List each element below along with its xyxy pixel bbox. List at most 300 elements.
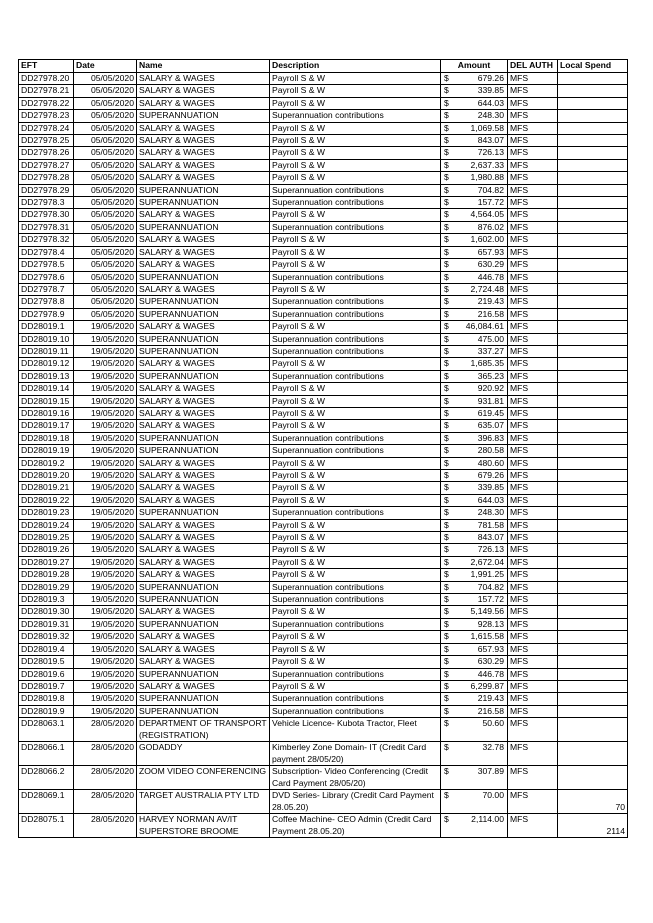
cell-date: 19/05/2020 <box>74 519 137 531</box>
cell-date: 19/05/2020 <box>74 345 137 357</box>
amount-value: 635.07 <box>477 420 504 431</box>
cell-local-spend <box>558 532 628 544</box>
cell-eft: DD27978.28 <box>19 172 74 184</box>
cell-del-auth: MFS <box>508 321 558 333</box>
amount-value: 307.89 <box>477 766 504 777</box>
cell-date: 05/05/2020 <box>74 308 137 320</box>
amount-value: 704.82 <box>477 581 504 592</box>
cell-amount <box>441 159 508 171</box>
amount-value: 644.03 <box>477 97 504 108</box>
cell-amount <box>441 234 508 246</box>
cell-del-auth: MFS <box>508 556 558 568</box>
cell-name: SALARY & WAGES <box>137 680 270 692</box>
cell-name: SALARY & WAGES <box>137 532 270 544</box>
cell-date: 19/05/2020 <box>74 705 137 717</box>
currency-symbol: $ <box>444 569 449 580</box>
cell-name: SUPERANNUATION <box>137 345 270 357</box>
cell-description: Payroll S & W <box>270 159 441 171</box>
cell-local-spend <box>558 718 628 742</box>
cell-local-spend <box>558 184 628 196</box>
cell-description: Payroll S & W <box>270 519 441 531</box>
cell-eft: DD28019.13 <box>19 370 74 382</box>
cell-del-auth: MFS <box>508 333 558 345</box>
cell-del-auth: MFS <box>508 581 558 593</box>
amount-value: 843.07 <box>477 135 504 146</box>
currency-symbol: $ <box>444 519 449 530</box>
cell-name: SALARY & WAGES <box>137 73 270 85</box>
cell-date: 28/05/2020 <box>74 766 137 790</box>
cell-eft: DD28019.30 <box>19 606 74 618</box>
header-description: Description <box>270 60 441 73</box>
cell-amount <box>441 259 508 271</box>
cell-amount <box>441 790 508 814</box>
cell-date: 19/05/2020 <box>74 532 137 544</box>
cell-name: SALARY & WAGES <box>137 159 270 171</box>
cell-description: Payroll S & W <box>270 147 441 159</box>
cell-name: SUPERANNUATION <box>137 221 270 233</box>
table-row <box>19 209 628 221</box>
cell-date: 05/05/2020 <box>74 159 137 171</box>
cell-amount <box>441 197 508 209</box>
table-row <box>19 420 628 432</box>
cell-eft: DD28019.2 <box>19 457 74 469</box>
currency-symbol: $ <box>444 407 449 418</box>
cell-description: Payroll S & W <box>270 73 441 85</box>
currency-symbol: $ <box>444 680 449 691</box>
cell-eft: DD28019.20 <box>19 470 74 482</box>
cell-local-spend <box>558 172 628 184</box>
amount-value: 365.23 <box>477 370 504 381</box>
cell-description: Payroll S & W <box>270 643 441 655</box>
cell-description: Superannuation contributions <box>270 271 441 283</box>
cell-amount <box>441 135 508 147</box>
cell-local-spend <box>558 507 628 519</box>
cell-del-auth: MFS <box>508 790 558 814</box>
cell-amount <box>441 445 508 457</box>
cell-amount <box>441 594 508 606</box>
cell-amount <box>441 457 508 469</box>
currency-symbol: $ <box>444 73 449 83</box>
cell-name: SALARY & WAGES <box>137 172 270 184</box>
currency-symbol: $ <box>444 147 449 158</box>
cell-description: Payroll S & W <box>270 532 441 544</box>
cell-del-auth: MFS <box>508 457 558 469</box>
cell-local-spend <box>558 643 628 655</box>
currency-symbol: $ <box>444 790 449 801</box>
cell-date: 19/05/2020 <box>74 618 137 630</box>
table-row <box>19 370 628 382</box>
amount-value: 1,615.58 <box>470 631 504 642</box>
cell-date: 19/05/2020 <box>74 556 137 568</box>
table-row <box>19 197 628 209</box>
table-row <box>19 705 628 717</box>
cell-del-auth: MFS <box>508 631 558 643</box>
cell-amount <box>441 333 508 345</box>
cell-description: Payroll S & W <box>270 85 441 97</box>
cell-name: SUPERANNUATION <box>137 370 270 382</box>
amount-value: 657.93 <box>477 246 504 257</box>
payments-table-wrapper <box>18 59 627 838</box>
table-row <box>19 556 628 568</box>
cell-eft: DD28019.21 <box>19 482 74 494</box>
cell-amount <box>441 705 508 717</box>
cell-eft: DD28019.16 <box>19 407 74 419</box>
cell-del-auth: MFS <box>508 544 558 556</box>
amount-value: 339.85 <box>477 85 504 96</box>
cell-local-spend <box>558 221 628 233</box>
amount-value: 280.58 <box>477 445 504 456</box>
cell-description: Payroll S & W <box>270 494 441 506</box>
cell-amount <box>441 147 508 159</box>
currency-symbol: $ <box>444 159 449 170</box>
cell-del-auth: MFS <box>508 814 558 838</box>
cell-del-auth: MFS <box>508 383 558 395</box>
table-row <box>19 184 628 196</box>
amount-value: 216.58 <box>477 308 504 319</box>
cell-description: Superannuation contributions <box>270 197 441 209</box>
cell-amount <box>441 532 508 544</box>
cell-del-auth: MFS <box>508 766 558 790</box>
cell-description: Payroll S & W <box>270 631 441 643</box>
cell-eft: DD28019.10 <box>19 333 74 345</box>
table-row <box>19 395 628 407</box>
cell-eft: DD28019.4 <box>19 643 74 655</box>
cell-name: SALARY & WAGES <box>137 147 270 159</box>
cell-local-spend <box>558 470 628 482</box>
cell-local-spend <box>558 358 628 370</box>
cell-description: Payroll S & W <box>270 172 441 184</box>
currency-symbol: $ <box>444 693 449 704</box>
cell-del-auth: MFS <box>508 470 558 482</box>
cell-eft: DD28019.7 <box>19 680 74 692</box>
amount-value: 1,991.25 <box>470 569 504 580</box>
cell-local-spend <box>558 631 628 643</box>
table-row <box>19 333 628 345</box>
currency-symbol: $ <box>444 246 449 257</box>
currency-symbol: $ <box>444 656 449 667</box>
amount-value: 1,069.58 <box>470 122 504 133</box>
cell-eft: DD28019.3 <box>19 594 74 606</box>
cell-name: SUPERANNUATION <box>137 705 270 717</box>
currency-symbol: $ <box>444 271 449 282</box>
cell-date: 05/05/2020 <box>74 184 137 196</box>
cell-eft: DD27978.4 <box>19 246 74 258</box>
cell-description: Superannuation contributions <box>270 618 441 630</box>
cell-local-spend <box>558 680 628 692</box>
cell-name: SALARY & WAGES <box>137 234 270 246</box>
currency-symbol: $ <box>444 97 449 108</box>
cell-date: 28/05/2020 <box>74 814 137 838</box>
table-body <box>19 73 628 838</box>
cell-description: DVD Series- Library (Credit Card Payment 28.05.20) <box>270 790 441 814</box>
currency-symbol: $ <box>444 618 449 629</box>
cell-amount <box>441 122 508 134</box>
cell-local-spend <box>558 581 628 593</box>
currency-symbol: $ <box>444 814 449 825</box>
amount-value: 630.29 <box>477 259 504 270</box>
cell-date: 05/05/2020 <box>74 73 137 85</box>
cell-amount <box>441 718 508 742</box>
cell-eft: DD27978.31 <box>19 221 74 233</box>
cell-local-spend <box>558 73 628 85</box>
table-row <box>19 742 628 766</box>
cell-eft: DD28019.15 <box>19 395 74 407</box>
header-local-spend: Local Spend <box>558 60 628 73</box>
cell-eft: DD27978.5 <box>19 259 74 271</box>
cell-eft: DD28069.1 <box>19 790 74 814</box>
currency-symbol: $ <box>444 556 449 567</box>
table-row <box>19 122 628 134</box>
cell-eft: DD27978.25 <box>19 135 74 147</box>
cell-local-spend <box>558 544 628 556</box>
amount-value: 781.58 <box>477 519 504 530</box>
cell-eft: DD27978.22 <box>19 97 74 109</box>
cell-eft: DD27978.3 <box>19 197 74 209</box>
payments-table <box>18 59 628 838</box>
table-row <box>19 73 628 85</box>
cell-amount <box>441 85 508 97</box>
cell-eft: DD27978.6 <box>19 271 74 283</box>
cell-del-auth: MFS <box>508 345 558 357</box>
currency-symbol: $ <box>444 209 449 220</box>
cell-description: Payroll S & W <box>270 234 441 246</box>
cell-amount <box>441 283 508 295</box>
currency-symbol: $ <box>444 606 449 617</box>
currency-symbol: $ <box>444 432 449 443</box>
amount-value: 157.72 <box>477 594 504 605</box>
cell-local-spend <box>558 594 628 606</box>
cell-name: SALARY & WAGES <box>137 494 270 506</box>
cell-local-spend <box>558 766 628 790</box>
cell-eft: DD28019.8 <box>19 693 74 705</box>
cell-name: SUPERANNUATION <box>137 296 270 308</box>
cell-amount <box>441 643 508 655</box>
currency-symbol: $ <box>444 197 449 208</box>
cell-del-auth: MFS <box>508 234 558 246</box>
cell-local-spend <box>558 283 628 295</box>
cell-description: Payroll S & W <box>270 395 441 407</box>
cell-local-spend <box>558 618 628 630</box>
cell-date: 05/05/2020 <box>74 246 137 258</box>
cell-date: 19/05/2020 <box>74 445 137 457</box>
cell-del-auth: MFS <box>508 407 558 419</box>
cell-eft: DD27978.9 <box>19 308 74 320</box>
cell-date: 19/05/2020 <box>74 494 137 506</box>
amount-value: 70.00 <box>482 790 504 801</box>
cell-date: 28/05/2020 <box>74 790 137 814</box>
currency-symbol: $ <box>444 259 449 270</box>
cell-eft: DD28019.9 <box>19 705 74 717</box>
cell-eft: DD28019.24 <box>19 519 74 531</box>
cell-eft: DD28019.29 <box>19 581 74 593</box>
cell-local-spend <box>558 122 628 134</box>
table-row <box>19 606 628 618</box>
cell-local-spend <box>558 519 628 531</box>
cell-date: 05/05/2020 <box>74 209 137 221</box>
cell-description: Superannuation contributions <box>270 184 441 196</box>
cell-description: Payroll S & W <box>270 246 441 258</box>
cell-del-auth: MFS <box>508 358 558 370</box>
table-row <box>19 693 628 705</box>
cell-description: Kimberley Zone Domain- IT (Credit Card payment 28/05/20) <box>270 742 441 766</box>
cell-del-auth: MFS <box>508 680 558 692</box>
cell-date: 19/05/2020 <box>74 470 137 482</box>
cell-description: Payroll S & W <box>270 383 441 395</box>
cell-del-auth: MFS <box>508 308 558 320</box>
cell-description: Payroll S & W <box>270 482 441 494</box>
cell-name: ZOOM VIDEO CONFERENCING <box>137 766 270 790</box>
currency-symbol: $ <box>444 358 449 369</box>
table-row <box>19 85 628 97</box>
table-row <box>19 259 628 271</box>
amount-value: 726.13 <box>477 147 504 158</box>
cell-name: SUPERANNUATION <box>137 110 270 122</box>
cell-date: 19/05/2020 <box>74 631 137 643</box>
cell-eft: DD27978.30 <box>19 209 74 221</box>
cell-amount <box>441 97 508 109</box>
cell-del-auth: MFS <box>508 718 558 742</box>
cell-date: 05/05/2020 <box>74 122 137 134</box>
cell-name: SUPERANNUATION <box>137 308 270 320</box>
cell-local-spend <box>558 407 628 419</box>
cell-name: SALARY & WAGES <box>137 606 270 618</box>
cell-description: Superannuation contributions <box>270 705 441 717</box>
table-row <box>19 532 628 544</box>
cell-amount <box>441 569 508 581</box>
cell-local-spend <box>558 668 628 680</box>
cell-local-spend <box>558 445 628 457</box>
amount-value: 475.00 <box>477 333 504 344</box>
cell-description: Vehicle Licence- Kubota Tractor, Fleet <box>270 718 441 742</box>
currency-symbol: $ <box>444 581 449 592</box>
table-row <box>19 668 628 680</box>
cell-del-auth: MFS <box>508 705 558 717</box>
cell-name: DEPARTMENT OF TRANSPORT (REGISTRATION) <box>137 718 270 742</box>
table-row <box>19 544 628 556</box>
cell-description: Payroll S & W <box>270 283 441 295</box>
cell-del-auth: MFS <box>508 643 558 655</box>
cell-del-auth: MFS <box>508 73 558 85</box>
amount-value: 928.13 <box>477 618 504 629</box>
table-row <box>19 358 628 370</box>
cell-del-auth: MFS <box>508 172 558 184</box>
cell-eft: DD28019.19 <box>19 445 74 457</box>
cell-local-spend <box>558 259 628 271</box>
table-row <box>19 172 628 184</box>
cell-amount <box>441 581 508 593</box>
cell-name: SUPERANNUATION <box>137 271 270 283</box>
cell-del-auth: MFS <box>508 271 558 283</box>
cell-eft: DD27978.24 <box>19 122 74 134</box>
cell-description: Superannuation contributions <box>270 581 441 593</box>
table-row <box>19 407 628 419</box>
cell-date: 19/05/2020 <box>74 507 137 519</box>
table-row <box>19 271 628 283</box>
cell-amount <box>441 420 508 432</box>
cell-del-auth: MFS <box>508 110 558 122</box>
cell-date: 05/05/2020 <box>74 283 137 295</box>
cell-name: SALARY & WAGES <box>137 358 270 370</box>
cell-name: HARVEY NORMAN AV/IT SUPERSTORE BROOME <box>137 814 270 838</box>
cell-amount <box>441 482 508 494</box>
table-row <box>19 680 628 692</box>
cell-date: 19/05/2020 <box>74 321 137 333</box>
cell-del-auth: MFS <box>508 147 558 159</box>
currency-symbol: $ <box>444 445 449 456</box>
cell-description: Superannuation contributions <box>270 333 441 345</box>
amount-value: 219.43 <box>477 693 504 704</box>
amount-value: 2,637.33 <box>470 159 504 170</box>
cell-name: SUPERANNUATION <box>137 618 270 630</box>
cell-local-spend <box>558 494 628 506</box>
cell-name: SALARY & WAGES <box>137 656 270 668</box>
cell-local-spend <box>558 705 628 717</box>
cell-name: SALARY & WAGES <box>137 259 270 271</box>
cell-name: SALARY & WAGES <box>137 383 270 395</box>
header-row <box>19 60 628 73</box>
currency-symbol: $ <box>444 395 449 406</box>
cell-local-spend <box>558 321 628 333</box>
cell-amount <box>441 370 508 382</box>
cell-name: TARGET AUSTRALIA PTY LTD <box>137 790 270 814</box>
table-row <box>19 656 628 668</box>
cell-description: Payroll S & W <box>270 97 441 109</box>
table-row <box>19 494 628 506</box>
cell-eft: DD28019.28 <box>19 569 74 581</box>
cell-description: Payroll S & W <box>270 656 441 668</box>
currency-symbol: $ <box>444 234 449 245</box>
cell-name: SALARY & WAGES <box>137 569 270 581</box>
cell-description: Payroll S & W <box>270 259 441 271</box>
cell-date: 05/05/2020 <box>74 135 137 147</box>
cell-date: 19/05/2020 <box>74 395 137 407</box>
cell-name: SALARY & WAGES <box>137 246 270 258</box>
cell-eft: DD27978.32 <box>19 234 74 246</box>
table-row <box>19 308 628 320</box>
cell-description: Subscription- Video Conferencing (Credit Card Payment 28/05/20) <box>270 766 441 790</box>
cell-amount <box>441 656 508 668</box>
amount-value: 219.43 <box>477 296 504 307</box>
currency-symbol: $ <box>444 172 449 183</box>
cell-name: SUPERANNUATION <box>137 594 270 606</box>
cell-del-auth: MFS <box>508 532 558 544</box>
table-row <box>19 321 628 333</box>
currency-symbol: $ <box>444 532 449 543</box>
cell-local-spend <box>558 234 628 246</box>
cell-eft: DD28066.1 <box>19 742 74 766</box>
amount-value: 248.30 <box>477 110 504 121</box>
cell-eft: DD28019.1 <box>19 321 74 333</box>
cell-del-auth: MFS <box>508 259 558 271</box>
table-row <box>19 631 628 643</box>
table-row <box>19 618 628 630</box>
cell-amount <box>441 544 508 556</box>
cell-name: SUPERANNUATION <box>137 581 270 593</box>
cell-name: SUPERANNUATION <box>137 184 270 196</box>
amount-value: 248.30 <box>477 507 504 518</box>
cell-name: SALARY & WAGES <box>137 544 270 556</box>
amount-value: 1,980.88 <box>470 172 504 183</box>
currency-symbol: $ <box>444 631 449 642</box>
currency-symbol: $ <box>444 766 449 777</box>
cell-date: 05/05/2020 <box>74 97 137 109</box>
table-row <box>19 221 628 233</box>
amount-value: 46,084.61 <box>465 321 504 332</box>
cell-amount <box>441 271 508 283</box>
currency-symbol: $ <box>444 494 449 505</box>
table-row <box>19 457 628 469</box>
cell-description: Payroll S & W <box>270 135 441 147</box>
